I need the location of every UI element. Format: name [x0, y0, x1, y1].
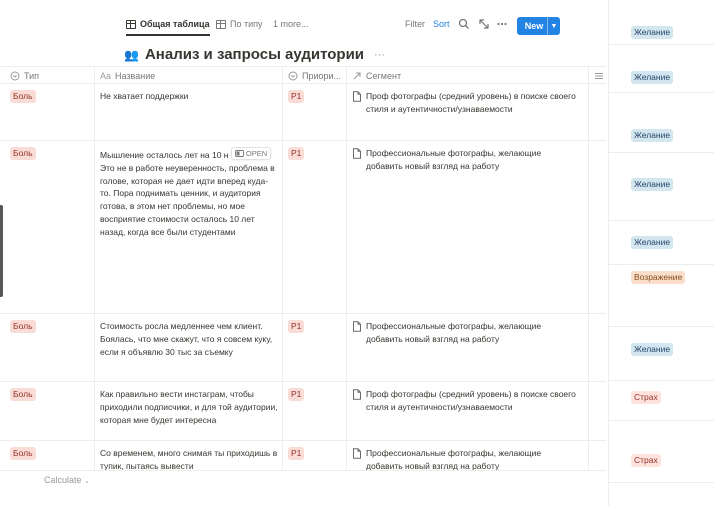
fear-tag: Страх [631, 454, 661, 467]
relation-arrow-icon [352, 71, 362, 81]
priority-tag: P1 [288, 147, 304, 160]
select-icon [288, 71, 298, 81]
page-icon [352, 321, 362, 332]
title-more-icon[interactable]: ··· [374, 48, 386, 61]
desire-tag: Желание [631, 129, 673, 142]
row-name[interactable]: Стоимость росла медленнее чем клиент. Боялась, что мне скажут, что я совсем куку, если я объявлю 30 тыс за съемку [100, 321, 273, 357]
segment-text: Профессиональные фотографы, желающие добавить новый взгляд на работу [366, 321, 542, 344]
open-page-label: OPEN [245, 149, 268, 158]
priority-tag: P1 [288, 320, 304, 333]
row-name[interactable]: Как правильно вести инстаграм, чтобы приходили подписчики, и для той аудитории, которая мне будет интересна [100, 389, 278, 425]
type-tag: Боль [10, 147, 36, 160]
side-peek-icon [235, 150, 244, 157]
tab-main-table[interactable] [126, 19, 210, 29]
more-options-icon[interactable] [496, 18, 508, 30]
row-name-first-line: Мышление осталось лет на 10 н [100, 150, 229, 160]
table-icon [126, 20, 136, 29]
more-views-link[interactable]: 1 more... [273, 19, 309, 29]
segment-text: Профессиональные фотографы, желающие добавить новый взгляд на работу [366, 148, 542, 171]
table-row[interactable] [0, 84, 606, 141]
table-row[interactable] [0, 141, 606, 314]
segment-text: Проф фотографы (средний уровень) в поиске своего стиля и аутентичности/узнаваемости [366, 91, 576, 114]
objection-tag: Возражение [631, 271, 685, 284]
column-header-next[interactable] [594, 67, 604, 84]
calculate-button[interactable] [44, 475, 90, 485]
segment-relation[interactable] [352, 447, 577, 471]
fear-tag: Страх [631, 391, 661, 404]
desire-tag: Желание [631, 71, 673, 84]
column-header-segment[interactable] [352, 67, 401, 84]
database-title [124, 46, 385, 63]
select-icon [10, 71, 20, 81]
expand-icon[interactable] [478, 18, 490, 30]
desire-tag: Желание [631, 178, 673, 191]
table-row[interactable] [0, 382, 606, 441]
desire-tag: Желание [631, 26, 673, 39]
search-icon[interactable] [458, 18, 470, 30]
tab-by-type[interactable] [216, 19, 263, 29]
sort-button[interactable]: Sort [433, 19, 450, 29]
segment-relation[interactable] [352, 320, 577, 346]
column-header-name[interactable] [100, 67, 155, 84]
scroll-handle[interactable] [0, 205, 3, 297]
row-name[interactable] [100, 147, 278, 239]
type-tag: Боль [10, 90, 36, 103]
tab-by-type-label: По типу [230, 19, 263, 29]
row-name[interactable]: Со временем, много снимая ты приходишь в тупик, пытаясь вывести [100, 448, 278, 471]
column-header-type[interactable] [10, 67, 39, 84]
priority-tag: P1 [288, 388, 304, 401]
new-button[interactable] [517, 17, 560, 35]
column-header-priority[interactable] [288, 67, 341, 84]
page-icon [352, 91, 362, 102]
desire-tag: Желание [631, 343, 673, 356]
people-icon: 👥 [124, 47, 139, 62]
database-title-text[interactable]: Анализ и запросы аудитории [144, 46, 365, 63]
desire-tag: Желание [631, 236, 673, 249]
row-name-rest: Это не в работе неуверенность, проблема в голове, которая не дает идти вперед куда-то. Пора поднимать ценник, и аудитория готова, в этом нет проблемы, но мое восприятие стоимости осталось 10 лет назад, когда все были студентами [100, 162, 275, 237]
type-tag: Боль [10, 388, 36, 401]
priority-tag: P1 [288, 447, 304, 460]
page-icon [352, 389, 362, 400]
adjacent-table-column [608, 0, 714, 506]
priority-tag: P1 [288, 90, 304, 103]
row-name[interactable]: Не хватает поддержки [100, 91, 189, 101]
segment-text: Проф фотографы (средний уровень) в поиске своего стиля и аутентичности/узнаваемости [366, 389, 576, 412]
column-header-segment-label: Сегмент [366, 70, 402, 81]
table-row[interactable] [0, 441, 606, 471]
chevron-down-icon[interactable]: ▼ [550, 22, 558, 30]
chevron-down-icon: ⌄ [84, 478, 90, 485]
segment-relation[interactable] [352, 147, 577, 173]
type-tag: Боль [10, 447, 36, 460]
segment-relation[interactable] [352, 388, 577, 414]
text-property-icon: Aa [100, 70, 112, 81]
board-icon [216, 20, 226, 29]
type-tag: Боль [10, 320, 36, 333]
page-icon [352, 448, 362, 459]
column-header-name-label: Название [115, 70, 156, 81]
tab-main-table-label: Общая таблица [140, 19, 210, 29]
table-row[interactable] [0, 314, 606, 382]
column-header-type-label: Тип [24, 70, 40, 81]
new-button-label: New [524, 21, 544, 31]
open-page-button[interactable] [231, 147, 271, 160]
segment-text: Профессиональные фотографы, желающие добавить новый взгляд на работу [366, 448, 542, 471]
filter-button[interactable]: Filter [405, 19, 425, 29]
database-toolbar [0, 15, 606, 39]
calculate-label: Calculate [44, 475, 82, 485]
page-icon [352, 148, 362, 159]
table-header [0, 66, 606, 84]
segment-relation[interactable] [352, 90, 577, 116]
column-header-priority-label: Приори... [302, 70, 342, 81]
list-icon [594, 71, 604, 81]
